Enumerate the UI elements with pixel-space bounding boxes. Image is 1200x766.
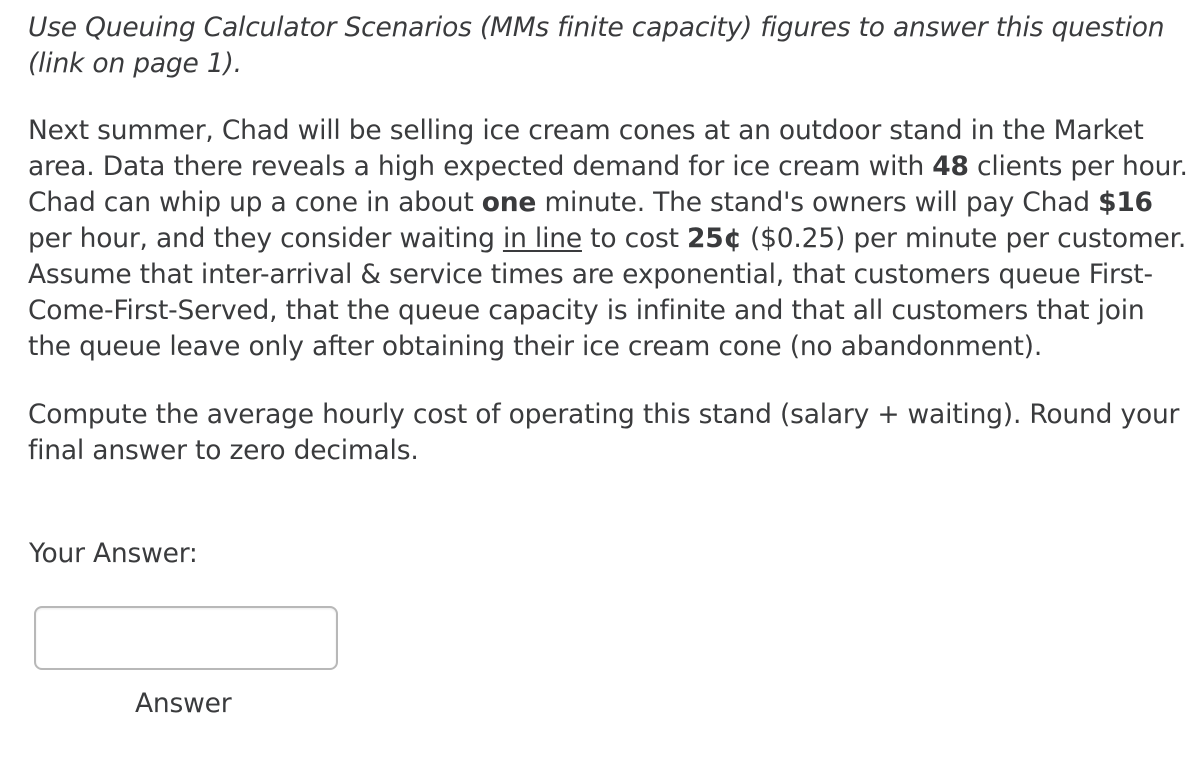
question-text-part: ($0.25) per minute per customer. Assume that inter-arrival & service times are exponential, that customers queue First-Come-First-Served, that the queue capacity is infinite and that all customers that join the queue leave only after obtaining their ice cream cone (no abandonment).: [28, 223, 1187, 362]
question-paragraph: [28, 113, 1188, 365]
question-text-part: clients per hour. Chad can whip up a cone in about: [28, 151, 1188, 218]
question-text-part: per hour, and they consider waiting: [28, 223, 503, 254]
salary-value: $16: [1098, 187, 1153, 218]
question-container: [28, 10, 1188, 469]
instruction-text: Use Queuing Calculator Scenarios (MMs finite capacity) figures to answer this question (link on page 1).: [28, 12, 1165, 79]
service-time-value: one: [481, 187, 537, 218]
answer-caption: Answer: [135, 688, 232, 719]
in-line-emphasis: in line: [502, 223, 582, 254]
compute-paragraph: Compute the average hourly cost of operating this stand (salary + waiting). Round your final answer to zero decimals.: [28, 399, 1180, 466]
demand-value: 48: [932, 151, 969, 182]
question-text-part: to cost: [581, 223, 688, 254]
question-text-part: minute. The stand's owners will pay Chad: [536, 187, 1099, 218]
your-answer-label: Your Answer:: [29, 538, 198, 569]
waiting-cost-value: 25¢: [687, 223, 742, 254]
question-text-part: Next summer, Chad will be selling ice cream cones at an outdoor stand in the Market area. Data there reveals a high expected demand for ice cream with: [28, 115, 1144, 182]
answer-input[interactable]: [34, 606, 338, 670]
